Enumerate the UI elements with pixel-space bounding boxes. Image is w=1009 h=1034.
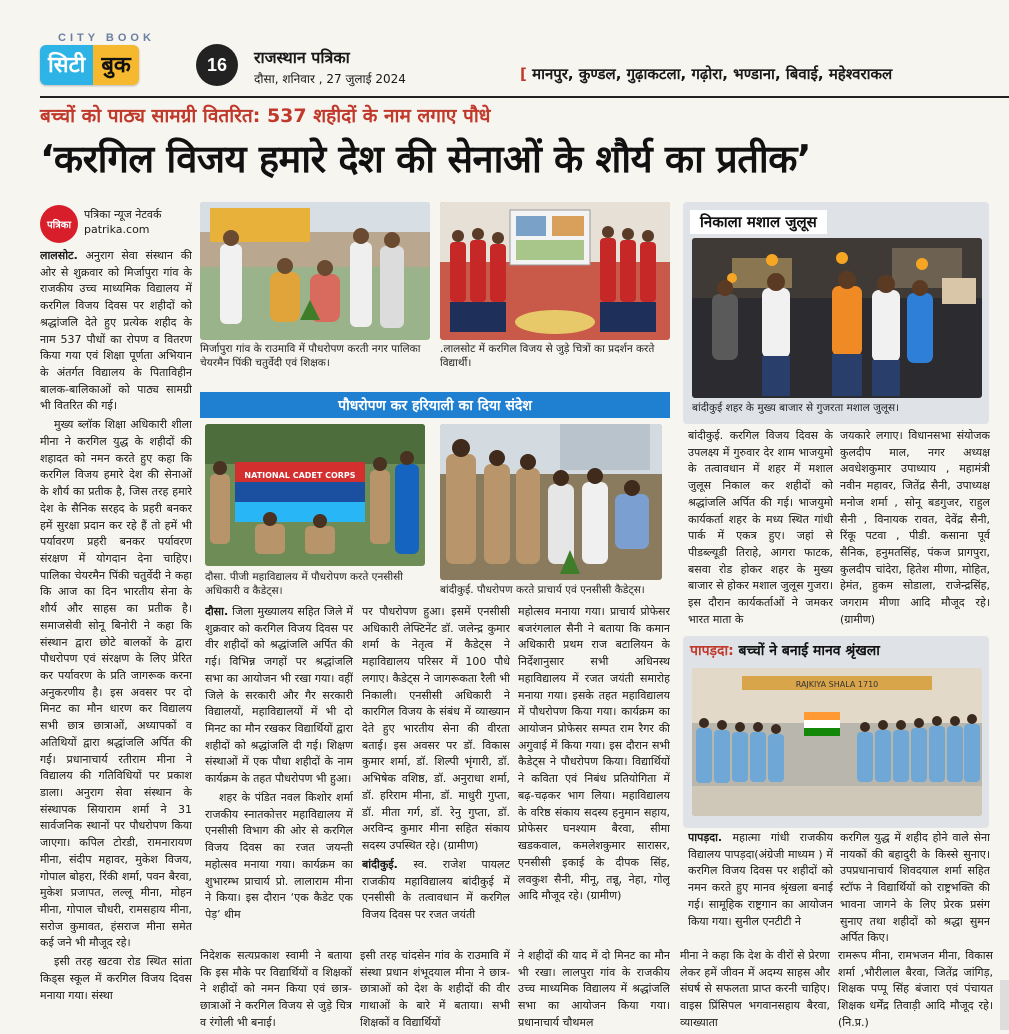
col3-p2: स्व. राजेश पायलट राजकीय महाविद्यालय बांदीकुई में एनसीसी के तत्वावधान में करगिल विजय दिवस पर रजत जयंती — [362, 857, 510, 921]
byline-site: patrika.com — [84, 223, 150, 236]
article-col-1 — [40, 248, 192, 1032]
col4-p1: महोत्सव मनाया गया। प्राचार्य प्रोफेसर बजरंगलाल सैनी ने बताया कि कमान अधिकारी प्रथम राज बटालियन के निर्देशानुसार सभी अधिनस्थ महाविद्यालय में रजत जयंती समारोह मनाया गया। इसके तहत महाविद्यालय में पौधरोपण किया गया। कार्यक्रम का आयोजन प्रोफेसर सम्पत राम रैगर की अगुवाई में किया गया। इस दौरान सभी कैडेट्स ने पौधरोपण किया। विद्यार्थियों ने कविता एवं निबंध प्रतियोगिता में बढ़-चढ़कर भाग लिया। महाविद्यालय के वरिष्ठ संकाय सदस्य हनुमान सहाय, प्रोफेसर घनश्याम बैरवा, सीमा खडकवाल, कमलेशकुमार सारासर, एनसीसी इकाई के दीपक सिंह, लवकुश सैनी, मीनू, तन्नू, नेहा, गोलू आदि मौजूद रहे। (ग्रामीण) — [518, 605, 670, 903]
right-col-4: करगिल युद्ध में शहीद होने वाले सेना नायकों की बहादुरी के किस्से सुनाए। उपप्रधानाचार्य शिवदयाल शर्मा सहित स्टॉफ ने विद्यार्थियों को राष्ट्रभक्ति की भावना जागने के लिए प्रेरक प्रसंग सुनाए तथा शहीदों को श्रद्धा सुमन अर्पित किए। — [840, 831, 990, 945]
right-col-3 — [688, 830, 833, 948]
masthead — [0, 0, 1009, 98]
strip-bracket: [ — [520, 65, 527, 83]
photo-human-chain — [692, 668, 982, 816]
paper-name: राजस्थान पत्रिका — [254, 48, 350, 67]
right-col-3-text: महात्मा गांधी राजकीय विद्यालय पापड़दा(अंग्रेजी माध्यम ) में करगिल विजय दिवस पर शहीदों को नमन करते हुए मानव श्रृंखला बनाई गई। सामूहिक राष्ट्रगान का आयोजन किया गया। सुनील एनटीटी ने — [688, 831, 833, 928]
photo-plantation-mirzapura — [200, 202, 430, 340]
col3-lead: बांदीकुई. — [362, 857, 398, 871]
col1-lead: लालसोट. — [40, 249, 78, 262]
torch-march-title: निकाला मशाल जुलूस — [690, 210, 827, 234]
byline-name: पत्रिका न्यूज नेटवर्क — [84, 208, 162, 221]
photo-torch-march — [692, 238, 982, 398]
human-chain-title-place: पापड़दा: — [690, 643, 734, 659]
patrika-logo: पत्रिका — [40, 205, 78, 243]
brand-logo — [40, 45, 139, 85]
col2-p2: शहर के पंडित नवल किशोर शर्मा राजकीय स्नातकोत्तर महाविद्यालय में एनसीसी विभाग की ओर से करगिल विजय दिवस का रजत जयन्ती महोत्सव मनाया गया। कार्यक्रम का शुभारम्भ प्राचार्य प्रो. लालाराम मीना ने किया। इस दौरान ‘एक कैडेट एक पेड़’ थीम — [205, 790, 353, 921]
col1-p2: मुख्य ब्लॉक शिक्षा अधिकारी शीला मीना ने करगिल युद्ध के शहीदों की शहादत को नमन करते हुए कहा कि करगिल विजय हमारे देश की सेनाओं के शौर्य का प्रतीक है, जिस तरह हमारे देश के सैनिक सरहद के प्रहरी बनकर हमें सुरक्षा प्रदान कर रहे हैं तो हमें भी पर्यावरण प्रहरी बनकर पर्यावरण संरक्षण में योगदान देना चाहिए। पालिका चेयरमैन पिंकी चतुर्वेदी ने कहा कि आज का दिन भारतीय सेना के शौर्य और साहस का प्रतीक है। समाजसेवी सोनू बिनोरी ने कहा कि संस्थान द्वारा छोटे बालकों के द्वारा पौधरोपण एवं संरक्षण के लिए प्रेरित कर पर्यावरण के प्रति जागरूक करना अनुकरणीय है। इस अवसर पर दो मिनट का मौन धारण कर विद्यालय सभी छात्र छात्राओं, अध्यापकों व अतिथियों द्वारा श्रद्धांजलि अर्पित की गई। प्रधानाचार्य रतीराम मीना ने विद्यालय की गतिविधियों पर प्रकाश डाला। अनुराग सेवा संस्थान के संस्थापक सियाराम शर्मा ने 31 सार्वजनिक स्थानों पर पौधरोपण किया जाएगा। कपिल टोरडी, रामनारायण मीना, संदीप महावर, मुकेश विजय, गोपाल बोहरा, रिंकी शर्मा, पवन बैरवा, मुकेश प्रजापत, लल्लू मीना, मोहन मीना, गोपाल चौधरी, रामसहाय मीना, सरोज कुमावत, हंसराज मीना समेत कई जने भी मौजूद रहे। — [40, 418, 192, 950]
bottom-col-1: निदेशक सत्यप्रकाश स्वामी ने बताया कि इस मौके पर विद्यार्थियों व शिक्षकों ने शहीदों को नमन किया एवं छात्र-छात्राओं ने करगिल विजय से जुड़े चित्र व रंगोली भी बनाई। — [200, 949, 352, 1029]
ncc-banner-text: NATIONAL CADET CORPS — [244, 471, 356, 480]
photo-exhibition-lalsot — [440, 202, 670, 340]
article-col-2 — [205, 604, 353, 952]
human-chain-title-text: बच्चों ने बनाई मानव श्रृंखला — [733, 643, 880, 659]
dateline: दौसा, शनिवार , 27 जुलाई 2024 — [254, 72, 406, 86]
article-col-3 — [362, 604, 510, 952]
bottom-col-5: रामरूप मीना, रामभजन मीना, विकास शर्मा ,भौरीलाल बैरवा, जितेंद्र जांगिड़, शिक्षक पप्पू सिंह बंजारा एवं पंचायत शिक्षक धर्मेंद्र तिवाड़ी आदि मौजूद रहे। (नि.प्र.) — [838, 949, 993, 1029]
strip-places: मानपुर, कुण्डल, गुढ़ाकटला, गढ़ोरा, भण्डाना, बिवाई, महेश्वराकल — [532, 65, 893, 83]
photo-1-caption: मिर्जापुरा गांव के राउमावि में पौधरोपण करती नगर पालिका चेयरमैन पिंकी चतुर्वेदी एवं शिक्षक। — [200, 343, 421, 370]
school-sign-text: RAJKIYA SHALA 1710 — [795, 680, 879, 689]
col2-p1: जिला मुख्यालय सहित जिले में शुक्रवार को करगिल विजय दिवस पर वीर शहीदों को श्रद्धांजलि अर्पित की गई। विभिन्न जगहों पर श्रद्धांजलि सभा का आयोजन भी रखा गया। वहीं जिले के सरकारी और गैर सरकारी विद्यालयों, महाविद्यालयों में भी दो मिनट का मौन रखकर विद्यार्थियों द्वारा शहीदों को श्रद्धांजलि दी गई। शिक्षण संस्थाओं में एक पौधा शहीदों के नाम कार्यक्रम के तहत पौधरोपण भी हुआ। — [205, 605, 353, 786]
headline: ‘करगिल विजय हमारे देश की सेनाओं के शौर्य का प्रतीक’ — [40, 137, 811, 181]
page-number: 16 — [196, 44, 238, 86]
bottom-col-3: ने शहीदों की याद में दो मिनट का मौन भी रखा। लालपुरा गांव के राजकीय उच्च माध्यमिक विद्यालय में श्रद्धांजलि सभा का आयोजन किया गया। प्रधानाचार्य चौथमल — [518, 949, 670, 1029]
photo-3-caption: दौसा. पीजी महाविद्यालय में पौधरोपण करते एनसीसी अधिकारी व कैडेट्स। — [205, 571, 403, 598]
photo-2-caption: .लालसोट में करगिल विजय से जुड़े चित्रों का प्रदर्शन करते विद्यार्थी। — [440, 343, 655, 370]
torch-march-caption: बांदीकुई शहर के मुख्य बाजार से गुजरता मशाल जुलूस। — [692, 402, 900, 414]
col1-p1: अनुराग सेवा संस्थान की ओर से शुक्रवार को मिर्जापुरा गांव के राजकीय उच्च माध्यमिक विद्यालय में करगिल विजय दिवस पर शहीदों को श्रद्धांजलि देते हुए प्रत्येक शहीद के नाम 537 पौधों का रोपण व वितरण किया गया एवं शिक्षा पूर्णता अभियान के अंतर्गत विद्यालय के पिताविहीन बालक-बालिकाओं को पाठ्य सामग्री भी वितरित की गई। — [40, 249, 192, 413]
photo-ncc-dausa — [205, 424, 425, 566]
brand-logo-a: सिटी — [40, 45, 93, 85]
human-chain-title — [690, 641, 880, 660]
adjacent-page-edge — [1000, 980, 1009, 1030]
masthead-rule — [40, 96, 1009, 98]
article-col-4 — [518, 604, 670, 952]
photo-ncc-bandikui — [440, 424, 662, 580]
bottom-col-4: मीना ने कहा कि देश के वीरों से प्रेरणा लेकर हमें जीवन में अदम्य साहस और संघर्ष से सफलता प्राप्त करनी चाहिए। वाइस प्रिंसिपल भगवानसहाय बैरवा, व्याख्याता — [680, 949, 830, 1029]
section-band: पौधरोपण कर हरियाली का दिया संदेश — [200, 392, 670, 418]
brand-top-text: CITY BOOK — [58, 32, 155, 44]
right-col-3-lead: पापड़दा. — [688, 831, 723, 844]
col2-lead: दौसा. — [205, 605, 229, 618]
col3-p1: पर पौधरोपण हुआ। इसमें एनसीसी अधिकारी लेफ्टिनेंट डॉ. जलेन्द्र कुमार शर्मा के नेतृत्व में कैडेट्स ने महाविद्यालय परिसर में 100 पौधे लगाए। कैडेट्स ने जागरूकता रैली भी निकाली। एनसीसी अधिकारी ने कारगिल विजय के संबंध में व्याख्यान देते हुए भारतीय सेना की वीरता बताई। इस अवसर पर डॉ. विकास कुमार शर्मा, डॉ. शिल्पी भृंगारी, डॉ. अभिषेक वशिष्ठ, डॉ. अनुराधा शर्मा, डॉ. हरिराम मीना, डॉ. माधुरी गुप्ता, डॉ. मीता गर्ग, डॉ. रेनु गुप्ता, डॉ. अरविन्द कुमार मीना सहित संकाय सदस्य उपस्थित रहे। (ग्रामीण) — [362, 605, 510, 853]
photo-4-caption: बांदीकुई. पौधरोपण करते प्राचार्य एवं एनसीसी कैडेट्स। — [440, 584, 645, 596]
col1-p3: इसी तरह खटवा रोड स्थित सांता किड्स स्कूल में करगिल विजय दिवस मनाया गया। संस्था — [40, 955, 192, 1002]
places-strip — [520, 64, 892, 84]
bottom-col-2: इसी तरह चांदसेन गांव के राउमावि में संस्था प्रधान शंभूदयाल मीना ने छात्र-छात्राओं को देश के शहीदों की वीर गाथाओं के बारे में बताया। सभी शिक्षकों व विद्यार्थियों — [360, 949, 510, 1029]
right-col-2: जयकारे लगाए। विधानसभा संयोजक कुलदीप माल, नगर अध्यक्ष अवधेशकुमार उपाध्याय , महामंत्री नवीन महावर, जितेंद्र सैनी, उपाध्यक्ष मनोज शर्मा , सोनू बडगुजर, राहुल सैनी , विनायक रावत, देवेंद्र सैनी, रिंकू पटवा , पीडी. कसाना पूर्व सैनिक, हनुमतसिंह, पंकज प्रागपुरा, कुलदीप चांदेरा, हितेश मीणा, मोहित, हेमंत, हुकम सोडाला, राजेन्द्रसिंह, जगराम मीणा आदि मौजूद रहे। (ग्रामीण) — [840, 429, 990, 626]
kicker: बच्चों को पाठ्य सामग्री वितरित: 537 शहीदों के नाम लगाए पौधे — [40, 105, 491, 127]
right-col-1: बांदीकुई. करगिल विजय दिवस के उपलक्ष्य में गुरुवार देर शाम भाजयुमो के तत्वावधान में शहर में मशाल जुलूस निकाल कर शहीदों को श्रद्धांजलि अर्पित की गई। भाजयुमो कार्यकर्ता शहर के मध्य स्थित गांधी पार्क में एकत्र हुए। जहां से पीडब्ल्यूडी तिराहे, आगरा फाटक, बसवा रोड होकर शहर के मुख्य बाजार से होकर मशाल जुलूस गुजरा। इस दौरान कार्यकर्ताओं ने जमकर भारत माता के — [688, 429, 833, 626]
brand-logo-b: बुक — [93, 45, 138, 85]
